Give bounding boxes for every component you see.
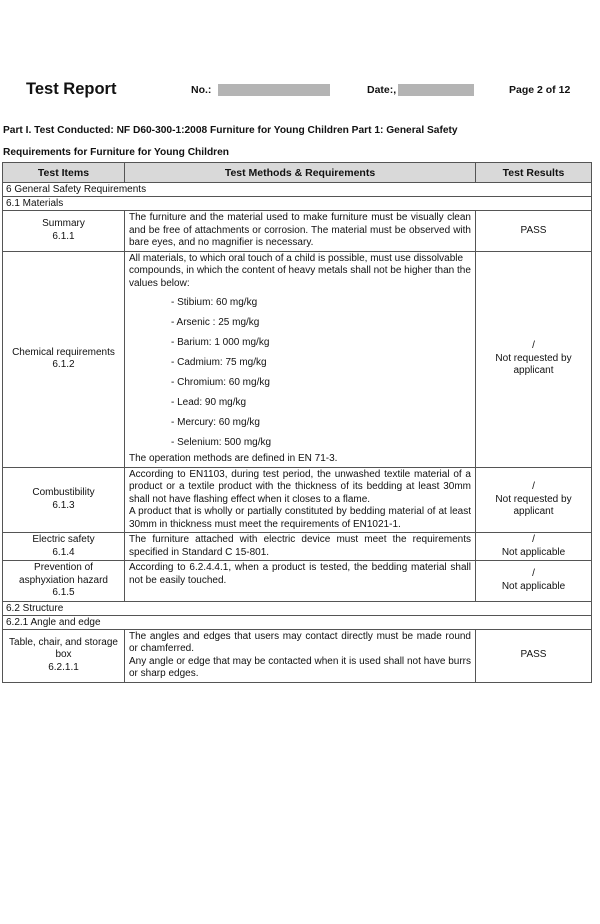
item-number: 6.1.4 bbox=[52, 546, 75, 558]
limit-item: - Selenium: 500 mg/kg bbox=[171, 437, 272, 448]
item-cell-electric bbox=[3, 533, 125, 561]
heavy-metal-limits-list bbox=[129, 293, 471, 453]
result-mark: / bbox=[532, 340, 535, 352]
test-results-table bbox=[2, 162, 592, 683]
redacted-report-date bbox=[398, 84, 474, 96]
item-name: Combustibility bbox=[32, 487, 95, 499]
method-paragraph: According to EN1103, during test period, the unwashed textile material of a product or a textile product with the thickness of its bedding at least 30mm shall not have flashing effect when it closes to a flame. bbox=[129, 468, 471, 505]
section-row-structure bbox=[3, 601, 592, 615]
method-cell-electric: The furniture attached with electric device must meet the requirements specified in Standard C 15-801. bbox=[125, 533, 476, 561]
item-cell-summary bbox=[3, 211, 125, 252]
result-table-chair: PASS bbox=[476, 629, 592, 682]
limit-item: - Chromium: 60 mg/kg bbox=[171, 377, 270, 388]
item-number: 6.1.5 bbox=[52, 587, 75, 598]
limit-item: - Stibium: 60 mg/kg bbox=[171, 297, 258, 308]
item-cell-chemical bbox=[3, 251, 125, 467]
method-cell-summary: The furniture and the material used to make furniture must be visually clean and be free of attachments or corrosion. The material must be observed with bare eyes, and no magnifier is necessary. bbox=[125, 211, 476, 252]
report-number-label: No.: bbox=[191, 84, 212, 96]
item-cell-table-chair bbox=[3, 629, 125, 682]
page-number: Page 2 of 12 bbox=[509, 84, 571, 96]
table-row-summary bbox=[3, 211, 592, 252]
method-cell-asphyxiation: According to 6.2.4.4.1, when a product is tested, the bedding material shall not be easily touched. bbox=[125, 561, 476, 602]
method-paragraph: A product that is wholly or partially constituted by bedding material of at least 30mm in thickness must meet the requirements of EN1021-1. bbox=[129, 506, 471, 530]
column-header-methods: Test Methods & Requirements bbox=[125, 163, 476, 183]
item-name: Table, chair, and storage box bbox=[9, 636, 118, 661]
result-text: Not requested by applicant bbox=[495, 493, 572, 517]
item-name: Summary bbox=[42, 218, 85, 230]
redacted-report-number bbox=[218, 84, 330, 96]
result-cell-asphyxiation bbox=[476, 561, 592, 602]
item-name: Prevention of asphyxiation hazard bbox=[19, 562, 108, 586]
table-row-electric bbox=[3, 533, 592, 561]
item-cell-combustibility bbox=[3, 467, 125, 533]
result-mark: / bbox=[532, 534, 535, 545]
section-structure: 6.2 Structure bbox=[3, 601, 592, 615]
item-name: Electric safety bbox=[32, 534, 95, 545]
column-header-test-items: Test Items bbox=[3, 163, 125, 183]
result-text: Not applicable bbox=[501, 580, 566, 592]
section-angle-edge: 6.2.1 Angle and edge bbox=[3, 615, 592, 629]
section-general-safety: 6 General Safety Requirements bbox=[3, 183, 592, 197]
table-row-table-chair bbox=[3, 629, 592, 682]
section-row-general bbox=[3, 183, 592, 197]
result-cell-chemical bbox=[476, 251, 592, 467]
result-summary: PASS bbox=[476, 211, 592, 252]
result-cell-combustibility bbox=[476, 467, 592, 533]
limit-item: - Barium: 1 000 mg/kg bbox=[171, 337, 270, 348]
part-title-line-2: Requirements for Furniture for Young Children bbox=[3, 147, 230, 158]
limit-item: - Arsenic : 25 mg/kg bbox=[171, 317, 260, 328]
item-number: 6.2.1.1 bbox=[48, 661, 79, 673]
method-cell-combustibility bbox=[125, 467, 476, 533]
item-name: Chemical requirements bbox=[12, 346, 115, 358]
method-cell-chemical bbox=[125, 251, 476, 467]
item-number: 6.1.1 bbox=[52, 230, 75, 242]
result-text: Not requested by applicant bbox=[495, 352, 572, 377]
item-number: 6.1.2 bbox=[52, 359, 75, 370]
report-title: Test Report bbox=[26, 80, 117, 98]
table-row-chemical bbox=[3, 251, 592, 467]
result-cell-electric bbox=[476, 533, 592, 561]
table-row-combustibility bbox=[3, 467, 592, 533]
section-materials: 6.1 Materials bbox=[3, 197, 592, 211]
limit-item: - Mercury: 60 mg/kg bbox=[171, 417, 260, 428]
column-header-results: Test Results bbox=[476, 163, 592, 183]
table-header-row bbox=[3, 163, 592, 183]
method-paragraph: Any angle or edge that may be contacted when it is used shall not have burrs or sharp edges. bbox=[129, 655, 471, 679]
result-text: Not applicable bbox=[501, 546, 566, 558]
result-mark: / bbox=[532, 568, 535, 580]
report-date-label: Date:, bbox=[367, 84, 397, 96]
section-row-materials bbox=[3, 197, 592, 211]
limit-item: - Cadmium: 75 mg/kg bbox=[171, 357, 267, 368]
method-cell-table-chair bbox=[125, 629, 476, 682]
table-row-asphyxiation bbox=[3, 561, 592, 602]
method-intro: All materials, to which oral touch of a child is possible, must use dissolvable compounds, in which the content of heavy metals shall not be higher than the values below: bbox=[129, 252, 471, 289]
report-header bbox=[0, 80, 600, 102]
method-paragraph: The angles and edges that users may contact directly must be made round or chamferred. bbox=[129, 630, 471, 654]
method-outro: The operation methods are defined in EN 71-3. bbox=[129, 453, 338, 464]
part-title-line-1: Part I. Test Conducted: NF D60-300-1:2008 Furniture for Young Children Part 1: General Safety bbox=[3, 125, 458, 136]
part-title bbox=[3, 120, 593, 164]
item-number: 6.1.3 bbox=[52, 499, 75, 511]
section-row-angle bbox=[3, 615, 592, 629]
result-mark: / bbox=[532, 481, 535, 492]
item-cell-asphyxiation bbox=[3, 561, 125, 602]
limit-item: - Lead: 90 mg/kg bbox=[171, 397, 247, 408]
